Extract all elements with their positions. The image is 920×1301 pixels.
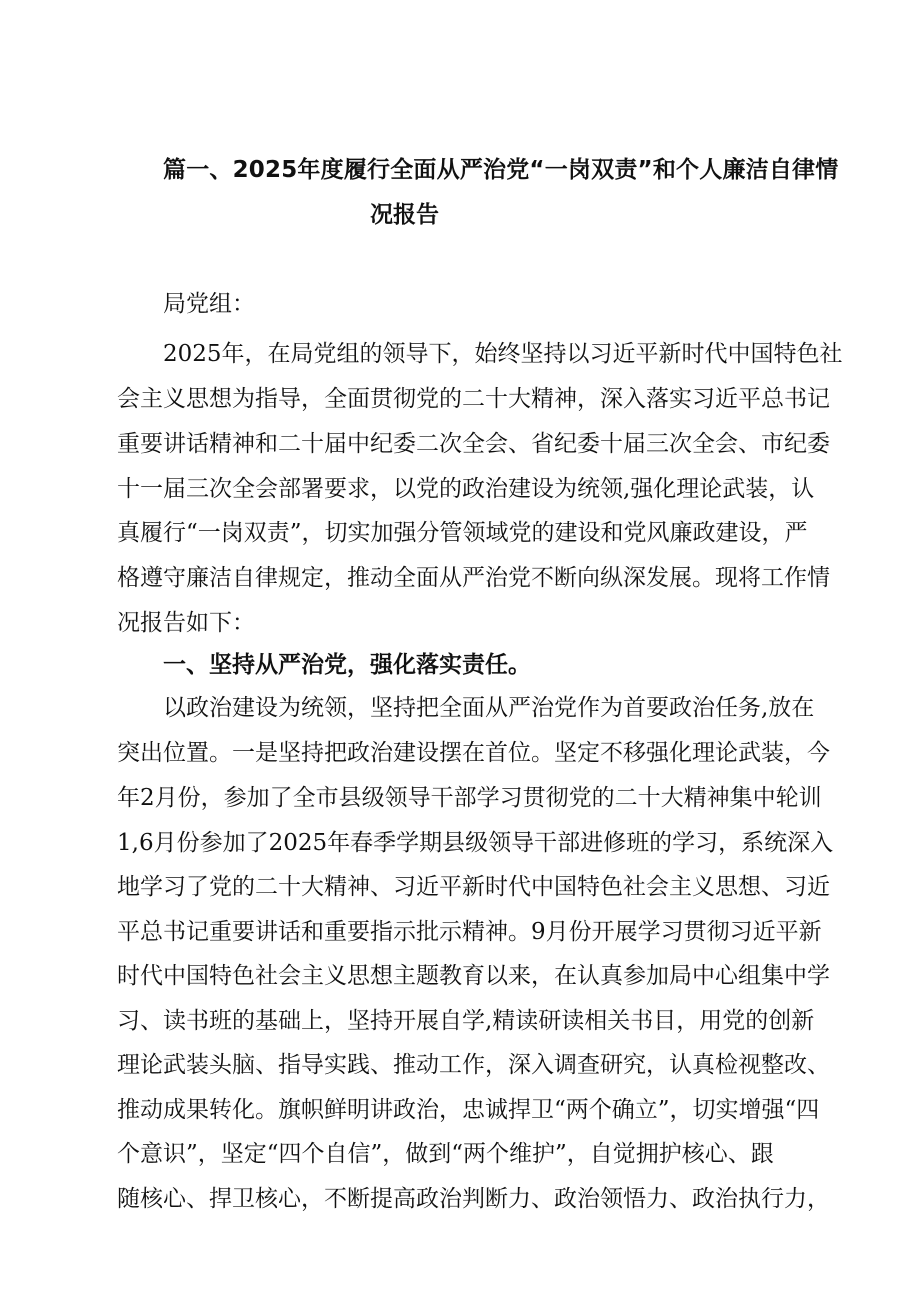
salutation: 局党组： [163, 291, 255, 317]
paragraph-1-line: 真履行“一岗双责”，切实加强分管领域党的建设和党风廉政建设，严 [117, 520, 808, 546]
paragraph-2-line: 习、读书班的基础上，坚持开展自学,精读研读相关书目，用党的创新 [117, 1008, 815, 1034]
paragraph-2-line: 个意识”，坚定“四个自信”，做到“两个维护”，自觉拥护核心、跟 [117, 1141, 774, 1167]
paragraph-2-line: 随核心、捍卫核心，不断提高政治判断力、政治领悟力、政治执行力， [117, 1186, 830, 1212]
paragraph-1-line: 重要讲话精神和二十届中纪委二次全会、省纪委十届三次全会、市纪委 [117, 431, 830, 457]
paragraph-2-line: 突出位置。一是坚持把政治建设摆在首位。坚定不移强化理论武装，今 [117, 740, 830, 766]
document-title-line-1: 篇一、2025年度履行全面从严治党“一岗双责”和个人廉洁自律情 [163, 157, 839, 183]
document-title-line-2: 况报告 [370, 202, 439, 228]
paragraph-2-line: 年2月份，参加了全市县级领导干部学习贯彻党的二十大精神集中轮训 [117, 785, 822, 811]
paragraph-1-line: 十一届三次全会部署要求，以党的政治建设为统领,强化理论武装，认 [117, 476, 815, 502]
paragraph-2-line: 理论武装头脑、指导实践、推动工作，深入调查研究，认真检视整改、 [117, 1052, 830, 1078]
paragraph-1-line: 2025年，在局党组的领导下，始终坚持以习近平新时代中国特色社 [163, 341, 843, 367]
paragraph-1-line: 格遵守廉洁自律规定，推动全面从严治党不断向纵深发展。现将工作情 [117, 565, 830, 591]
paragraph-2-line: 1,6月份参加了2025年春季学期县级领导干部进修班的学习，系统深入 [117, 830, 834, 856]
paragraph-1-line: 况报告如下： [117, 610, 255, 636]
paragraph-2-line: 地学习了党的二十大精神、习近平新时代中国特色社会主义思想、习近 [117, 874, 830, 900]
paragraph-2-line: 时代中国特色社会主义思想主题教育以来，在认真参加局中心组集中学 [117, 963, 830, 989]
section-heading: 一、坚持从严治党，强化落实责任。 [163, 652, 531, 678]
paragraph-2-line: 以政治建设为统领，坚持把全面从严治党作为首要政治任务,放在 [163, 695, 815, 721]
paragraph-1-line: 会主义思想为指导，全面贯彻党的二十大精神，深入落实习近平总书记 [117, 386, 830, 412]
paragraph-2-line: 推动成果转化。旗帜鲜明讲政治，忠诚捍卫“两个确立”，切实增强“四 [117, 1097, 820, 1123]
paragraph-2-line: 平总书记重要讲话和重要指示批示精神。9月份开展学习贯彻习近平新 [117, 919, 822, 945]
